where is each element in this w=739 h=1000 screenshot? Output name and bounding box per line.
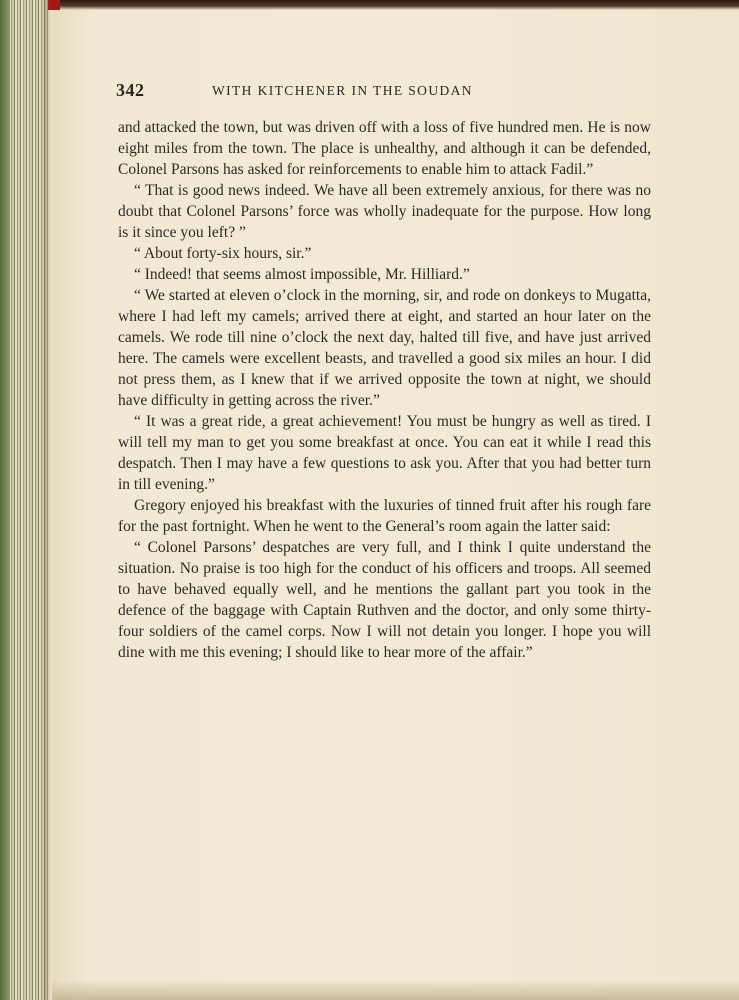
- book-spine-edge: [0, 0, 48, 1000]
- paragraph: “ About forty-six hours, sir.”: [134, 245, 312, 262]
- page-number: 342: [116, 80, 145, 100]
- body-text: [118, 117, 651, 663]
- top-edge: [0, 0, 739, 10]
- paragraph: “ Indeed! that seems almost impossible, Mr. Hilliard.”: [134, 266, 470, 283]
- paragraph: “ Colonel Parsons’ despatches are very full, and I think I quite understand the situation. No praise is too high for the conduct of his officers and troops. All seemed to have behaved equally well, and he mentions the gallant part you took in the defence of the baggage with Captain Ruthven and the doctor, and only some thirty-four soldiers of the camel corps. Now I will not detain you longer. I hope you will dine with me this evening; I should like to hear more of the affair.”: [118, 539, 651, 661]
- paragraph: “ It was a great ride, a great achievement! You must be hungry as well as tired. I will tell my man to get you some breakfast at once. You can eat it while I read this despatch. Then I may have a few questions to ask you. After that you had better turn in till evening.”: [118, 413, 651, 493]
- page-header: [116, 80, 656, 104]
- paragraph: Gregory enjoyed his breakfast with the luxuries of tinned fruit after his rough fare for the past fortnight. When he went to the General’s room again the latter said:: [118, 497, 651, 535]
- running-head: WITH KITCHENER IN THE SOUDAN: [212, 83, 473, 98]
- paragraph: and attacked the town, but was driven off with a loss of five hundred men. He is now eight miles from the town. The place is unhealthy, and although it can be defended, Colonel Parsons has asked for reinforcements to enable him to attack Fadil.”: [118, 119, 651, 178]
- paragraph: “ We started at eleven o’clock in the morning, sir, and rode on donkeys to Mugatta, where I had left my camels; arrived there at eight, and started an hour later on the camels. We rode till nine o’clock the next day, halted till five, and have just arrived here. The camels were excellent beasts, and travelled a good six miles an hour. I did not press them, as I knew that if we arrived opposite the town at night, we should have difficulty in getting across the river.”: [118, 287, 651, 409]
- paragraph: “ That is good news indeed. We have all been extremely anxious, for there was no doubt that Colonel Parsons’ force was wholly inadequate for the purpose. How long is it since you left? ”: [118, 182, 651, 241]
